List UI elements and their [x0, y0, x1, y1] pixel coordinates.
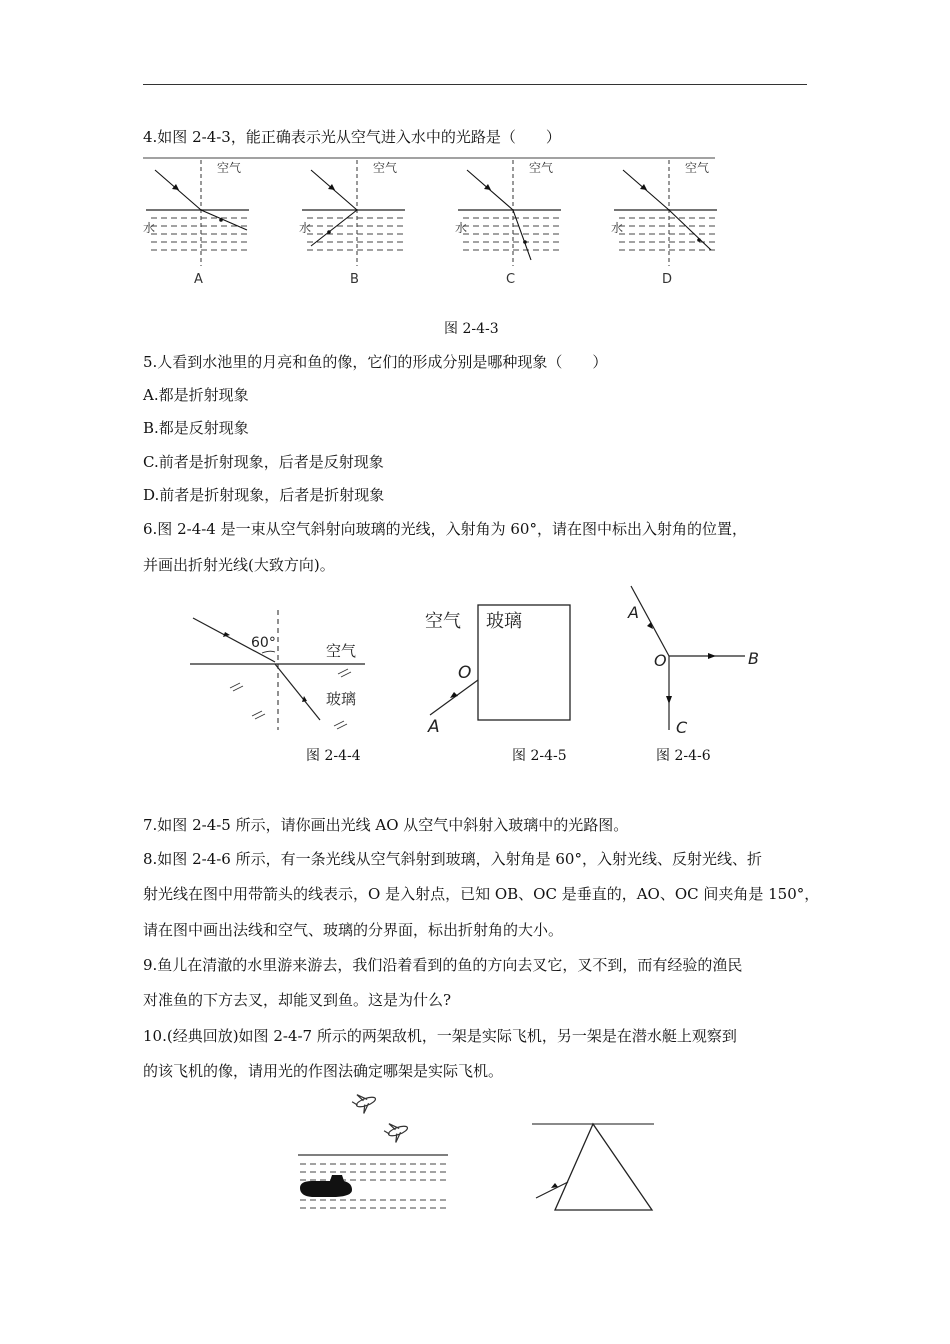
fig-2-4-6-point-c: C	[676, 718, 688, 737]
fig-2-4-5-air-label: 空气	[425, 611, 461, 632]
fig-2-4-3-air-label: 空气	[529, 161, 554, 175]
figure-2-4-3	[143, 150, 723, 295]
fig-2-4-3-panel	[611, 160, 717, 287]
figure-2-4-3-caption: 图 2-4-3	[444, 321, 499, 337]
question-5-option-c: C.前者是折射现象，后者是反射现象	[143, 453, 384, 471]
question-6-line-2: 并画出折射光线(大致方向)。	[143, 556, 335, 574]
figure-2-4-6	[620, 582, 770, 742]
figure-2-4-4	[190, 610, 370, 735]
figure-prism	[528, 1118, 658, 1218]
question-5-option-b: B.都是反射现象	[143, 419, 249, 437]
fig-2-4-3-air-label: 空气	[685, 161, 710, 175]
fig-2-4-3-option-label: D	[662, 272, 673, 287]
fig-2-4-5-point-a: A	[428, 717, 440, 737]
fig-2-4-3-water-label: 水	[143, 221, 156, 235]
fig-2-4-4-angle: 60°	[251, 635, 276, 651]
fig-2-4-3-water-label: 水	[299, 221, 312, 235]
question-10-line-2: 的该飞机的像，请用光的作图法确定哪架是实际飞机。	[143, 1062, 504, 1080]
plane-icon	[382, 1118, 410, 1145]
question-4: 4.如图 2-4-3，能正确表示光从空气进入水中的光路是（ ）	[143, 128, 561, 146]
fig-2-4-5-point-o: O	[458, 663, 472, 683]
figure-2-4-5-caption: 图 2-4-5	[512, 748, 567, 764]
fig-2-4-3-water-label: 水	[455, 221, 468, 235]
figure-2-4-5	[420, 600, 580, 740]
question-6-line-1: 6.图 2-4-4 是一束从空气斜射向玻璃的光线，入射角为 60°，请在图中标出入射角的位置，	[143, 520, 747, 538]
fig-2-4-3-air-label: 空气	[217, 161, 242, 175]
submarine-icon	[300, 1175, 352, 1197]
fig-2-4-6-point-o: O	[654, 651, 667, 670]
plane-icon	[350, 1089, 378, 1116]
question-5: 5.人看到水池里的月亮和鱼的像，它们的形成分别是哪种现象（ ）	[143, 353, 608, 371]
fig-2-4-3-air-label: 空气	[373, 161, 398, 175]
question-9-line-1: 9.鱼儿在清澈的水里游来游去，我们沿着看到的鱼的方向去叉它，叉不到，而有经验的渔民	[143, 956, 743, 974]
fig-2-4-6-point-b: B	[748, 649, 759, 668]
question-8-line-3: 请在图中画出法线和空气、玻璃的分界面，标出折射角的大小。	[143, 921, 564, 939]
question-8-line-1: 8.如图 2-4-6 所示，有一条光线从空气斜射到玻璃，入射角是 60°，入射光线、反射光线、折	[143, 850, 762, 868]
fig-2-4-3-panel	[143, 160, 249, 287]
fig-2-4-4-air-label: 空气	[326, 642, 357, 660]
header-rule	[143, 84, 807, 85]
question-7: 7.如图 2-4-5 所示，请你画出光线 AO 从空气中斜射入玻璃中的光路图。	[143, 816, 629, 834]
question-5-option-d: D.前者是折射现象，后者是折射现象	[143, 486, 385, 504]
question-5-option-a: A.都是折射现象	[143, 386, 249, 404]
fig-2-4-6-point-a: A	[628, 603, 639, 622]
fig-2-4-3-option-label: C	[506, 272, 516, 287]
fig-2-4-3-water-label: 水	[611, 221, 624, 235]
figure-2-4-6-caption: 图 2-4-6	[656, 748, 711, 764]
question-9-line-2: 对准鱼的下方去叉，却能叉到鱼。这是为什么?	[143, 991, 452, 1009]
fig-2-4-5-glass-label: 玻璃	[486, 611, 522, 632]
fig-2-4-3-panel	[455, 160, 561, 287]
figure-2-4-4-caption: 图 2-4-4	[306, 748, 361, 764]
fig-2-4-4-glass-label: 玻璃	[326, 690, 357, 708]
figure-2-4-7	[296, 1088, 456, 1218]
fig-2-4-3-option-label: A	[194, 272, 203, 287]
fig-2-4-3-panel	[299, 160, 405, 287]
question-10-line-1: 10.(经典回放)如图 2-4-7 所示的两架敌机，一架是实际飞机，另一架是在潜水艇上观察到	[143, 1027, 737, 1045]
fig-2-4-3-option-label: B	[350, 272, 359, 287]
question-8-line-2: 射光线在图中用带箭头的线表示，O 是入射点，已知 OB、OC 是垂直的，AO、OC 间夹角是 150°，	[143, 885, 820, 903]
